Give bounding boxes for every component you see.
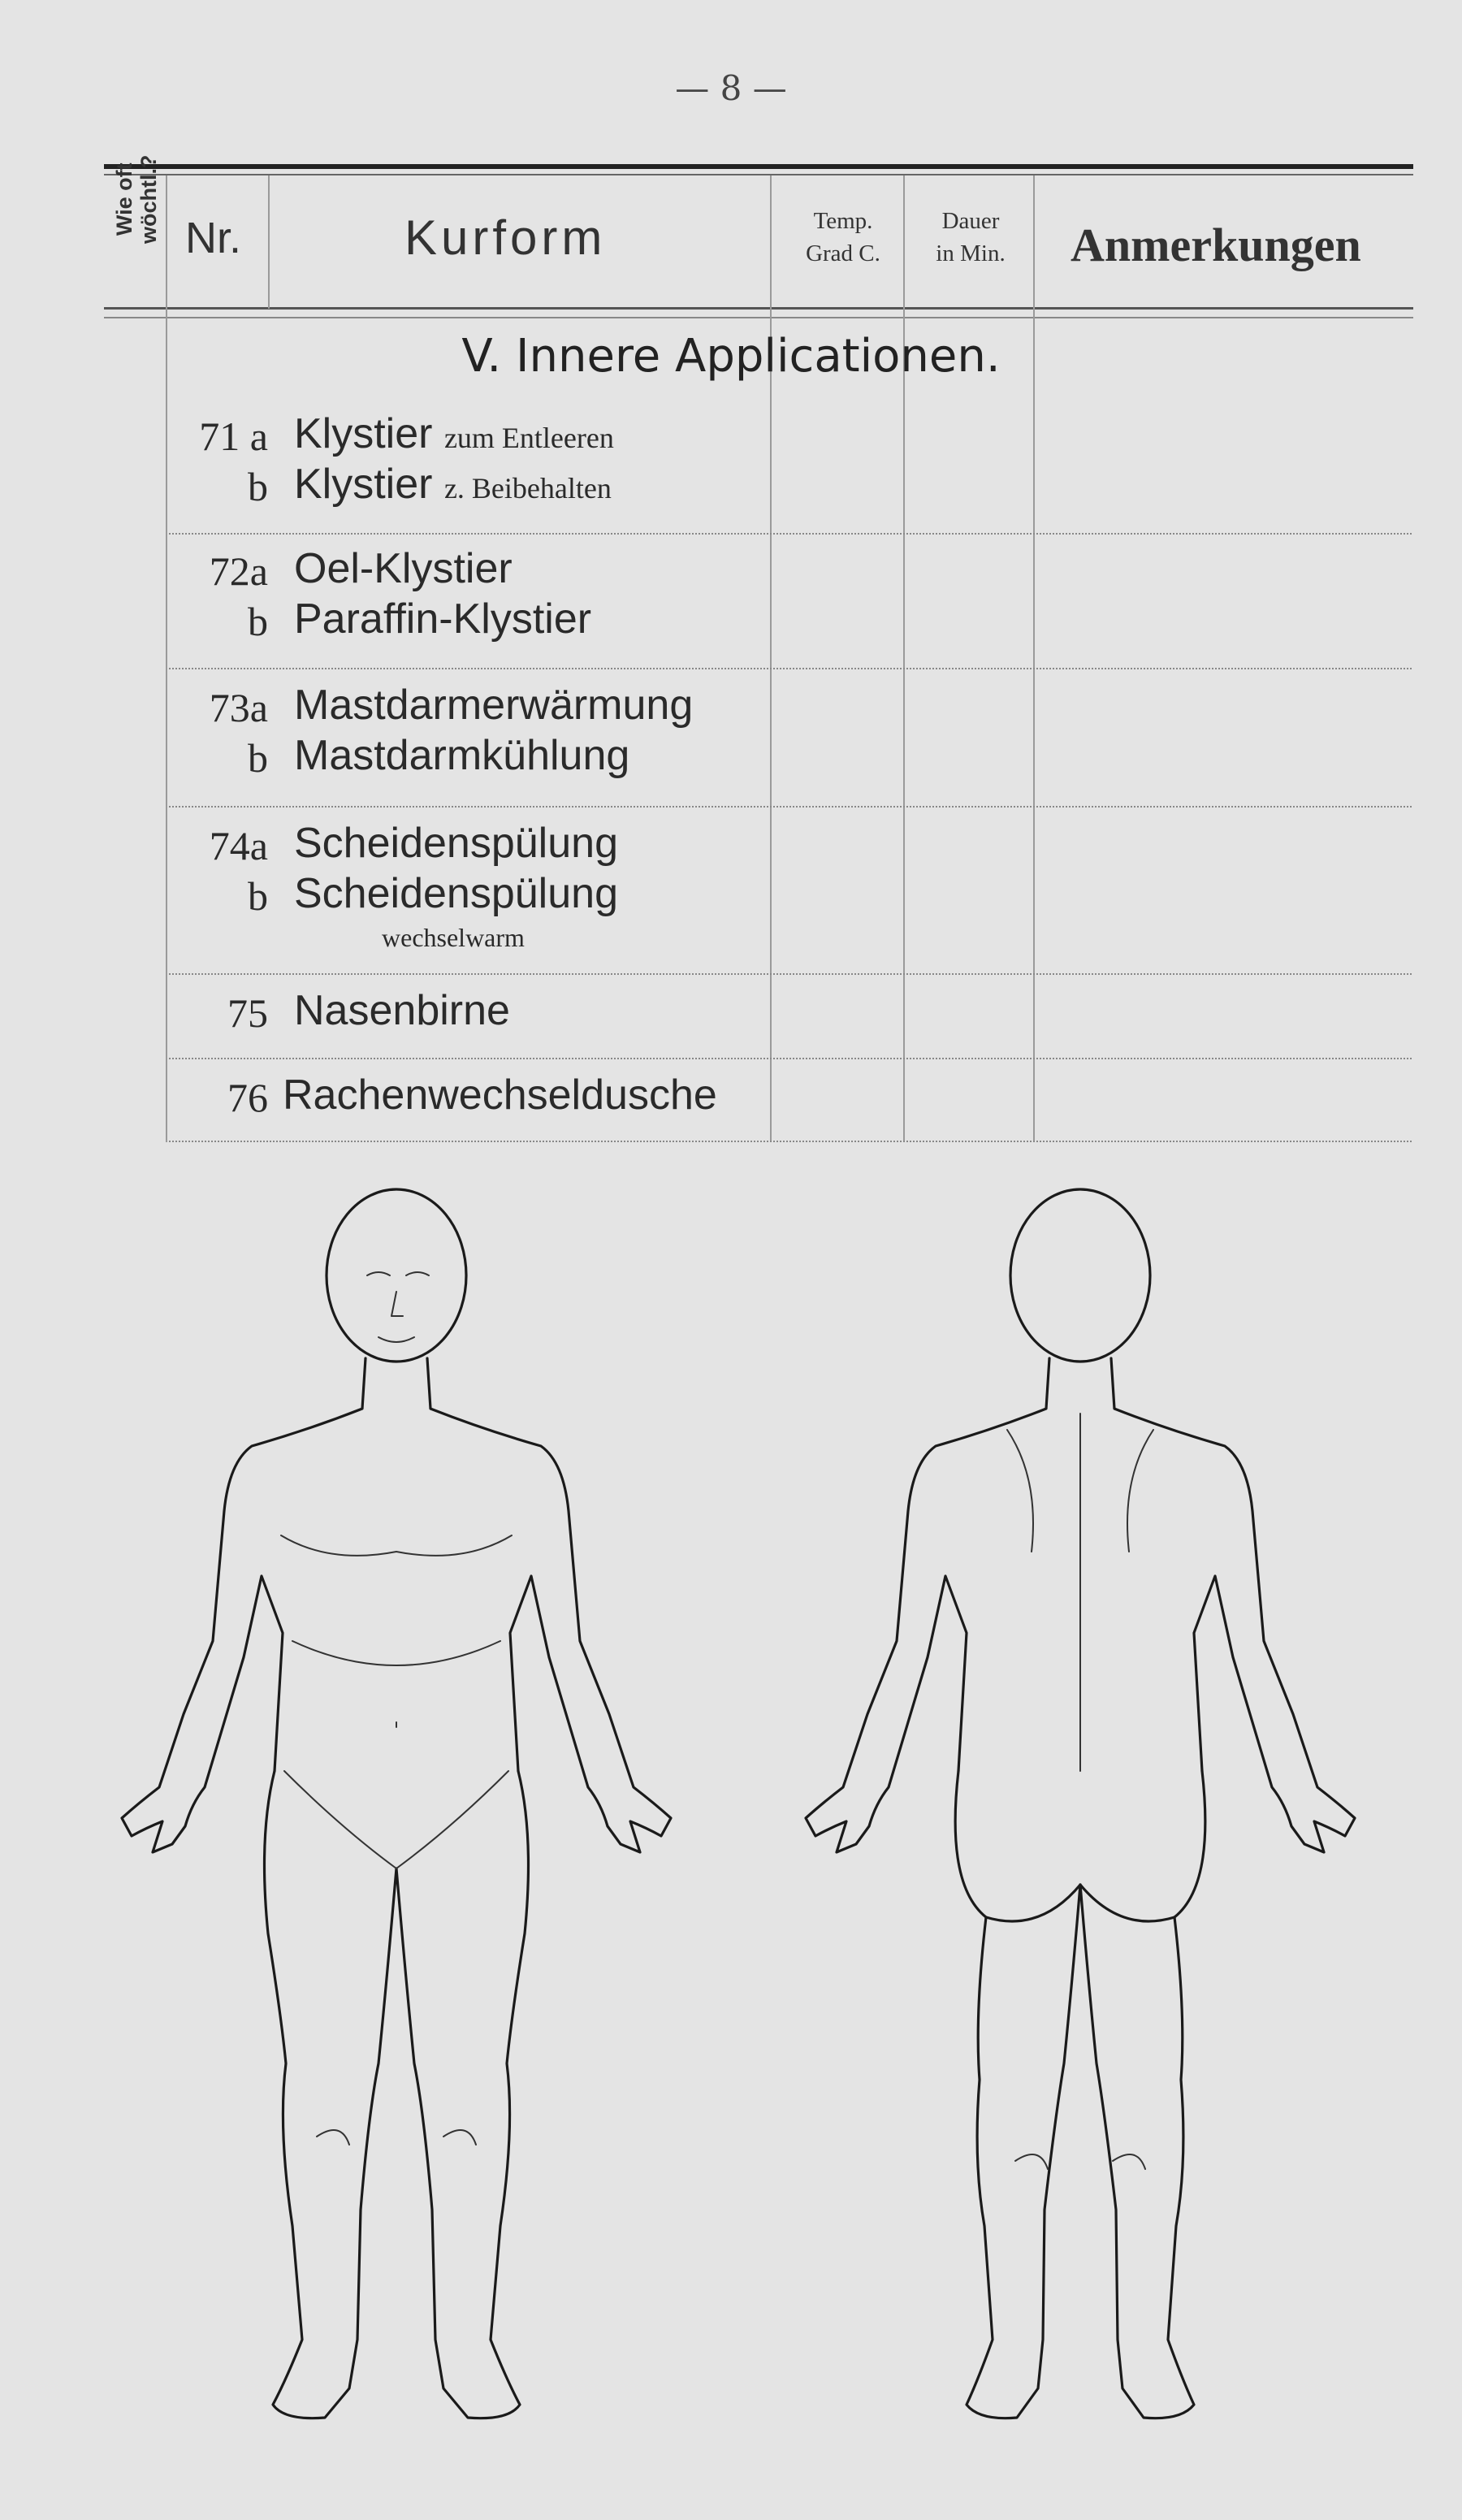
row-label: Klystier z. Beibehalten bbox=[294, 461, 612, 508]
header-bottom-rule-thin bbox=[104, 317, 1413, 318]
row-label: Nasenbirne bbox=[294, 987, 510, 1034]
header-dauer: Dauer in Min. bbox=[936, 208, 1006, 266]
back-body-outline bbox=[806, 1189, 1355, 2418]
column-line-temp bbox=[903, 175, 905, 1142]
row-number: b bbox=[248, 735, 268, 781]
row-label: Klystier zum Entleeren bbox=[294, 410, 614, 457]
row-number: 72a bbox=[209, 548, 268, 594]
row-separator bbox=[169, 533, 1412, 535]
row-separator bbox=[169, 973, 1412, 975]
row-label: Mastdarmerwärmung bbox=[294, 682, 694, 729]
header-kurform: Kurform bbox=[404, 210, 607, 265]
row-separator bbox=[169, 806, 1412, 808]
page-number: — 8 — bbox=[675, 68, 787, 108]
row-label: Oel-Klystier bbox=[294, 545, 513, 592]
column-line-kurform bbox=[770, 175, 772, 1142]
row-number: 76 bbox=[227, 1075, 268, 1120]
header-top-rule bbox=[104, 164, 1413, 169]
row-separator bbox=[169, 668, 1412, 669]
header-anmerkungen: Anmerkungen bbox=[1071, 219, 1361, 271]
row-number: 71 a bbox=[199, 414, 268, 459]
row-label: Mastdarmkühlung bbox=[294, 732, 630, 779]
column-line-nr bbox=[268, 175, 270, 309]
row-label: Paraffin-Klystier bbox=[294, 595, 592, 643]
header-nr: Nr. bbox=[185, 214, 242, 262]
row-number: 73a bbox=[209, 685, 268, 730]
row-separator bbox=[169, 1058, 1412, 1059]
header-bottom-rule bbox=[104, 307, 1413, 310]
row-label: Scheidenspülung bbox=[294, 870, 618, 917]
row-number: b bbox=[248, 464, 268, 509]
row-number: b bbox=[248, 599, 268, 644]
header-temp: Temp. Grad C. bbox=[806, 208, 880, 266]
row-sublabel: wechselwarm bbox=[382, 923, 525, 952]
header-top-rule-thin bbox=[104, 174, 1413, 175]
column-line-dauer bbox=[1033, 175, 1035, 1142]
row-label: Rachenwechseldusche bbox=[283, 1072, 717, 1119]
body-outline-illustration bbox=[0, 1154, 1462, 2486]
row-number: b bbox=[248, 873, 268, 919]
row-separator bbox=[169, 1141, 1412, 1142]
header-wie-oft: Wie oft wöchtl.? bbox=[112, 154, 161, 244]
row-label: Scheidenspülung bbox=[294, 820, 618, 867]
front-body-outline bbox=[122, 1189, 671, 2418]
row-number: 75 bbox=[227, 990, 268, 1036]
row-number: 74a bbox=[209, 823, 268, 868]
section-title: V. Innere Applicationen. bbox=[461, 330, 1001, 383]
